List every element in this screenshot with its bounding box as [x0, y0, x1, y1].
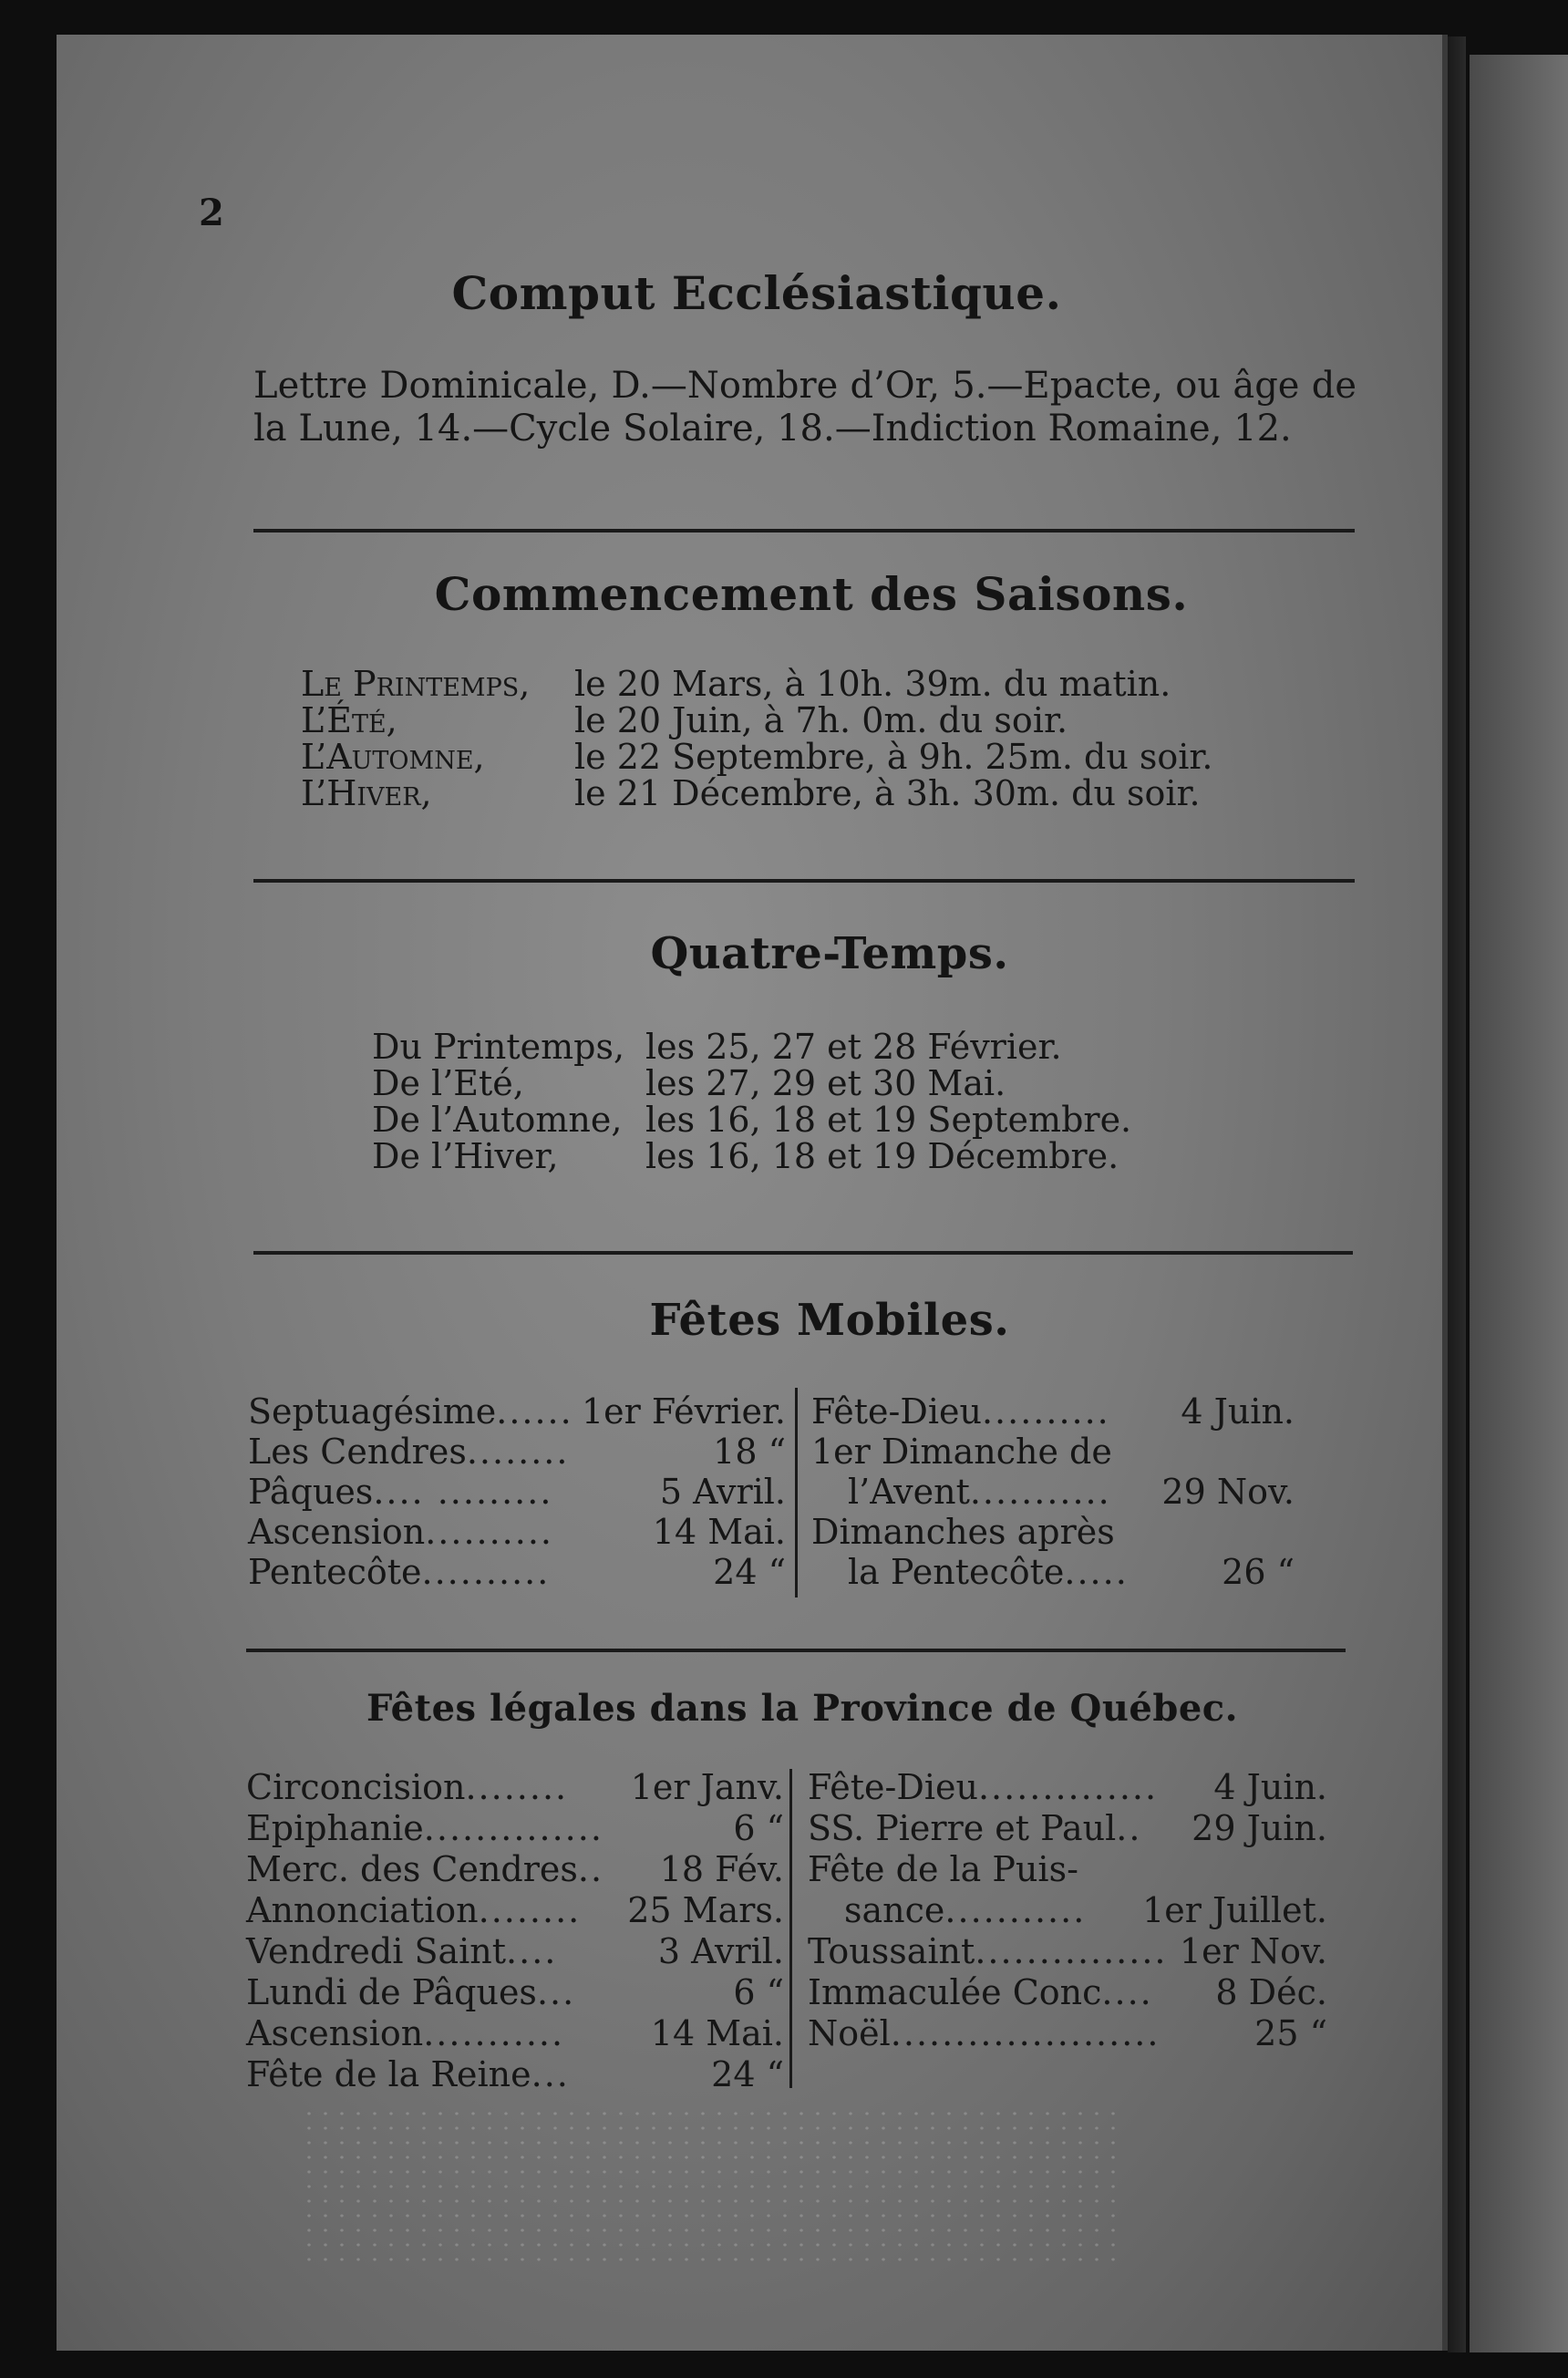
fetes-mobiles-right-column: [811, 1391, 1295, 1592]
item-date: 25 “: [1254, 2013, 1327, 2053]
fetes-mobiles-left-column: [248, 1391, 786, 1592]
print-bleed-through: [301, 2106, 1121, 2270]
leader-dots: ....: [506, 1931, 558, 1971]
item-name: Vendredi Saint: [246, 1931, 507, 1971]
leader-dots: ..: [1116, 1808, 1142, 1848]
item-date: 14 Mai.: [652, 1512, 786, 1552]
column-divider: [789, 1769, 792, 2088]
list-item: [808, 1931, 1327, 1972]
leader-dots: ..........: [425, 1512, 553, 1552]
item-date: 29 Nov.: [1161, 1472, 1295, 1512]
leader-dots: ........: [465, 1767, 569, 1807]
item-name: Dimanches après: [811, 1512, 1115, 1552]
list-item: [811, 1391, 1295, 1432]
season-row: Le Printemps, le 20 Mars, à 10h. 39m. du matin.: [301, 664, 1171, 704]
list-item: [808, 1890, 1327, 1931]
item-date: 18 “: [713, 1432, 786, 1472]
column-divider: [795, 1388, 798, 1597]
list-item: [246, 1767, 784, 1808]
item-date: 1er Nov.: [1179, 1931, 1327, 1971]
divider: [253, 529, 1355, 532]
leader-dots: ......: [496, 1391, 573, 1432]
leader-dots: .....................: [890, 2013, 1161, 2053]
item-name: sance: [844, 1890, 945, 1930]
list-item: [246, 1972, 784, 2013]
item-name: 1er Dimanche de: [811, 1432, 1112, 1472]
item-date: 1er Février.: [581, 1391, 786, 1432]
item-name: SS. Pierre et Paul: [808, 1808, 1117, 1848]
list-item: [246, 1808, 784, 1849]
leader-dots: ...........: [969, 1472, 1111, 1512]
list-item: [248, 1552, 786, 1592]
list-item: [248, 1432, 786, 1472]
item-name: l’Avent: [848, 1472, 970, 1512]
item-name: Pâques: [248, 1472, 374, 1512]
leader-dots: ...: [536, 1972, 576, 2012]
item-name: Ascension: [248, 1512, 426, 1552]
quatre-temps-row: De l’Eté, les 27, 29 et 30 Mai.: [372, 1063, 1006, 1103]
leader-dots: ...........: [944, 1890, 1087, 1930]
comput-text: Lettre Dominicale, D.—Nombre d’Or, 5.—Epacte, ou âge de la Lune, 14.—Cycle Solaire, 18.—Indiction Romaine, 12.: [253, 365, 1357, 450]
list-item: [248, 1391, 786, 1432]
list-item: [808, 1849, 1327, 1890]
item-date: 1er Janv.: [630, 1767, 784, 1807]
list-item: [246, 2013, 784, 2054]
item-date: 26 “: [1222, 1552, 1295, 1592]
page-gutter: [1448, 36, 1466, 2352]
list-item: [808, 2013, 1327, 2054]
item-date: 6 “: [733, 1808, 784, 1848]
list-item: [246, 2054, 784, 2095]
item-name: Septuagésime: [248, 1391, 497, 1432]
list-item: [246, 1931, 784, 1972]
item-name: Fête-Dieu: [808, 1767, 978, 1807]
list-item: [248, 1512, 786, 1552]
leader-dots: ...............: [975, 1931, 1168, 1971]
leader-dots: [1112, 1432, 1295, 1472]
list-item: [811, 1552, 1295, 1592]
item-name: Noël: [808, 2013, 891, 2053]
quatre-temps-title: Quatre-Temps.: [650, 928, 1009, 979]
leader-dots: ..............: [977, 1767, 1159, 1807]
item-name: Fête-Dieu: [811, 1391, 982, 1432]
list-item: [248, 1472, 786, 1512]
quatre-temps-row: Du Printemps, les 25, 27 et 28 Février.: [372, 1027, 1062, 1067]
item-name: Annonciation: [246, 1890, 479, 1930]
item-date: 18 Fév.: [659, 1849, 784, 1889]
leader-dots: ..........: [421, 1552, 551, 1592]
item-name: Les Cendres: [248, 1432, 467, 1472]
season-row: L’Été, le 20 Juin, à 7h. 0m. du soir.: [301, 700, 1068, 740]
item-date: 5 Avril.: [659, 1472, 786, 1512]
divider: [253, 1251, 1353, 1255]
item-date: 3 Avril.: [657, 1931, 784, 1971]
item-name: la Pentecôte: [848, 1552, 1065, 1592]
divider: [253, 879, 1355, 883]
comput-title: Comput Ecclésiastique.: [451, 266, 1062, 320]
item-name: Fête de la Puis-: [808, 1849, 1078, 1889]
fetes-mobiles-title: Fêtes Mobiles.: [649, 1295, 1010, 1346]
list-item: [246, 1890, 784, 1931]
item-date: 4 Juin.: [1181, 1391, 1295, 1432]
item-date: 4 Juin.: [1213, 1767, 1327, 1807]
item-name: Ascension: [246, 2013, 424, 2053]
item-date: 14 Mai.: [650, 2013, 784, 2053]
item-name: Pentecôte: [248, 1552, 422, 1592]
leader-dots: ..: [577, 1849, 604, 1889]
list-item: [808, 1972, 1327, 2013]
leader-dots: ..........: [981, 1391, 1110, 1432]
item-date: 25 Mars.: [627, 1890, 784, 1930]
item-name: Lundi de Pâques: [246, 1972, 537, 2012]
item-date: 8 Déc.: [1215, 1972, 1327, 2012]
quatre-temps-row: De l’Automne, les 16, 18 et 19 Septembre.: [372, 1100, 1132, 1140]
season-row: L’Automne, le 22 Septembre, à 9h. 25m. du soir.: [301, 737, 1213, 777]
item-name: Toussaint: [808, 1931, 975, 1971]
leader-dots: [1078, 1849, 1327, 1890]
divider: [246, 1649, 1346, 1652]
list-item: [811, 1472, 1295, 1512]
item-date: 6 “: [733, 1972, 784, 2012]
season-row: L’Hiver, le 21 Décembre, à 3h. 30m. du soir.: [301, 773, 1201, 813]
list-item: [811, 1512, 1295, 1552]
saisons-list: [301, 666, 1213, 812]
leader-dots: ..............: [423, 1808, 603, 1848]
list-item: [246, 1849, 784, 1890]
saisons-title: Commencement des Saisons.: [434, 567, 1189, 621]
item-date: 29 Juin.: [1191, 1808, 1327, 1848]
quatre-temps-list: [372, 1029, 1131, 1174]
quatre-temps-row: De l’Hiver, les 16, 18 et 19 Décembre.: [372, 1136, 1119, 1176]
adjacent-page-edge: [1470, 55, 1568, 2352]
item-name: Fête de la Reine: [246, 2054, 531, 2094]
fetes-legales-left-column: [246, 1767, 784, 2095]
page-number: 2: [199, 191, 224, 234]
leader-dots: [1115, 1512, 1295, 1552]
item-date: 24 “: [713, 1552, 786, 1592]
leader-dots: .....: [1064, 1552, 1129, 1592]
list-item: [811, 1432, 1295, 1472]
item-date: 24 “: [711, 2054, 784, 2094]
leader-dots: ........: [466, 1432, 570, 1472]
leader-dots: ...........: [423, 2013, 565, 2053]
item-name: Epiphanie: [246, 1808, 424, 1848]
fetes-legales-right-column: [808, 1767, 1327, 2054]
list-item: [808, 1767, 1327, 1808]
item-name: Immaculée Conc: [808, 1972, 1102, 2012]
list-item: [808, 1808, 1327, 1849]
item-name: Circoncision: [246, 1767, 466, 1807]
leader-dots: ...: [531, 2054, 570, 2094]
item-name: Merc. des Cendres: [246, 1849, 578, 1889]
fetes-legales-title: Fêtes légales dans la Province de Québec.: [366, 1687, 1239, 1730]
leader-dots: .... .........: [373, 1472, 553, 1512]
leader-dots: ....: [1101, 1972, 1153, 2012]
leader-dots: ........: [478, 1890, 582, 1930]
item-date: 1er Juillet.: [1142, 1890, 1327, 1930]
